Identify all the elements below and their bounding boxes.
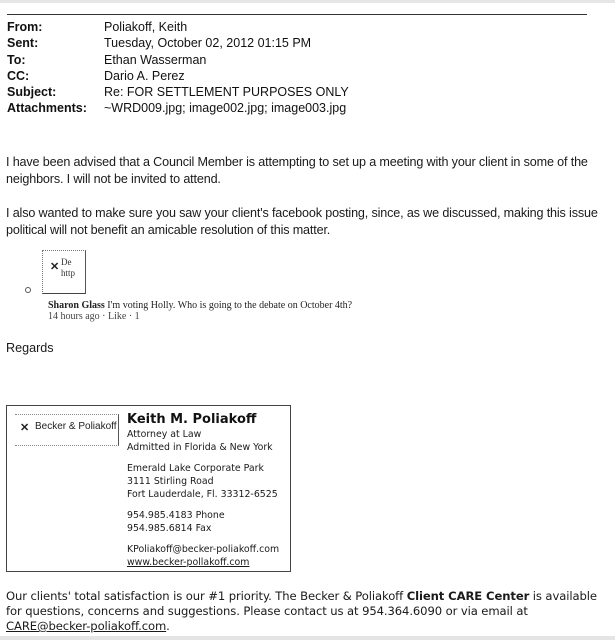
closing-regards: Regards [6,341,54,355]
header-label: From: [7,20,43,34]
footer-text: is available for questions, concerns and suggestions. Please contact us at 954.364.6090 or via email at [6,589,597,618]
address-line-1: Emerald Lake Corporate Park [127,463,264,474]
signature-name: Keith M. Poliakoff [127,412,257,427]
comment-author: Sharon Glass [48,300,105,311]
comment-meta: 14 hours ago · Like · 1 [48,311,140,322]
scan-top-edge [0,0,615,3]
header-divider-line [7,14,587,15]
sent-date: Tuesday, October 02, 2012 01:15 PM [104,36,312,51]
phone-number: 954.985.4183 Phone [127,510,225,521]
subject: Re: FOR SETTLEMENT PURPOSES ONLY [104,85,349,100]
broken-image-icon: ✕ [50,261,60,273]
sender-name: Poliakoff, Keith [104,20,188,34]
cc-name: Dario A. Perez [104,68,185,83]
body-paragraph-2: I also wanted to make sure you saw your client's facebook posting, since, as we discussed, making this issue political will not benefit an amicable resolution of this matter. [6,206,598,237]
signature-email[interactable]: KPoliakoff@becker-poliakoff.com [127,544,280,555]
body-paragraph-1: I have been advised that a Council Member is attempting to set up a meeting with your client in some of the neighbors. I will not be invited to attend. [6,155,588,186]
signature-admitted: Admitted in Florida & New York [127,442,273,453]
scan-bottom-edge [0,636,615,640]
footer-text: . [166,619,170,633]
footer-text: Our clients' total satisfaction is our #1 priority. The Becker & Poliakoff [6,589,407,603]
email-signature [6,405,291,572]
care-email-link[interactable]: CARE@becker-poliakoff.com [6,619,167,633]
fax-number: 954.985.6814 Fax [127,523,212,534]
signature-title: Attorney at Law [127,429,202,440]
firm-logo-image [15,414,119,446]
bullet-circle-icon [25,287,31,293]
signature-details [127,412,279,569]
header-label: Sent: [7,36,39,51]
header-label: To: [7,52,26,67]
client-care-footer [6,589,611,634]
logo-alt-text: Becker & Poliakoff [35,421,117,432]
facebook-comment [48,300,352,322]
website-link[interactable]: www.becker-pollakoff.com [127,557,250,568]
broken-image-icon: ✕ [20,422,30,434]
header-label: Subject: [7,85,57,100]
address-line-3: Fort Lauderdale, Fl. 33312-6525 [127,489,278,500]
image-alt-text: De http [61,257,76,278]
comment-text: I'm voting Holly. Who is going to the debate on October 4th? [107,300,353,311]
address-line-2: 3111 Stirling Road [127,476,214,487]
header-label: Attachments: [7,101,87,116]
header-label: CC: [7,68,30,83]
recipient-name: Ethan Wasserman [104,52,207,67]
attachments-list: ~WRD009.jpg; image002.jpg; image003.jpg [104,101,347,116]
client-care-center-label: Client CARE Center [406,589,530,603]
embedded-facebook-image [42,250,86,294]
